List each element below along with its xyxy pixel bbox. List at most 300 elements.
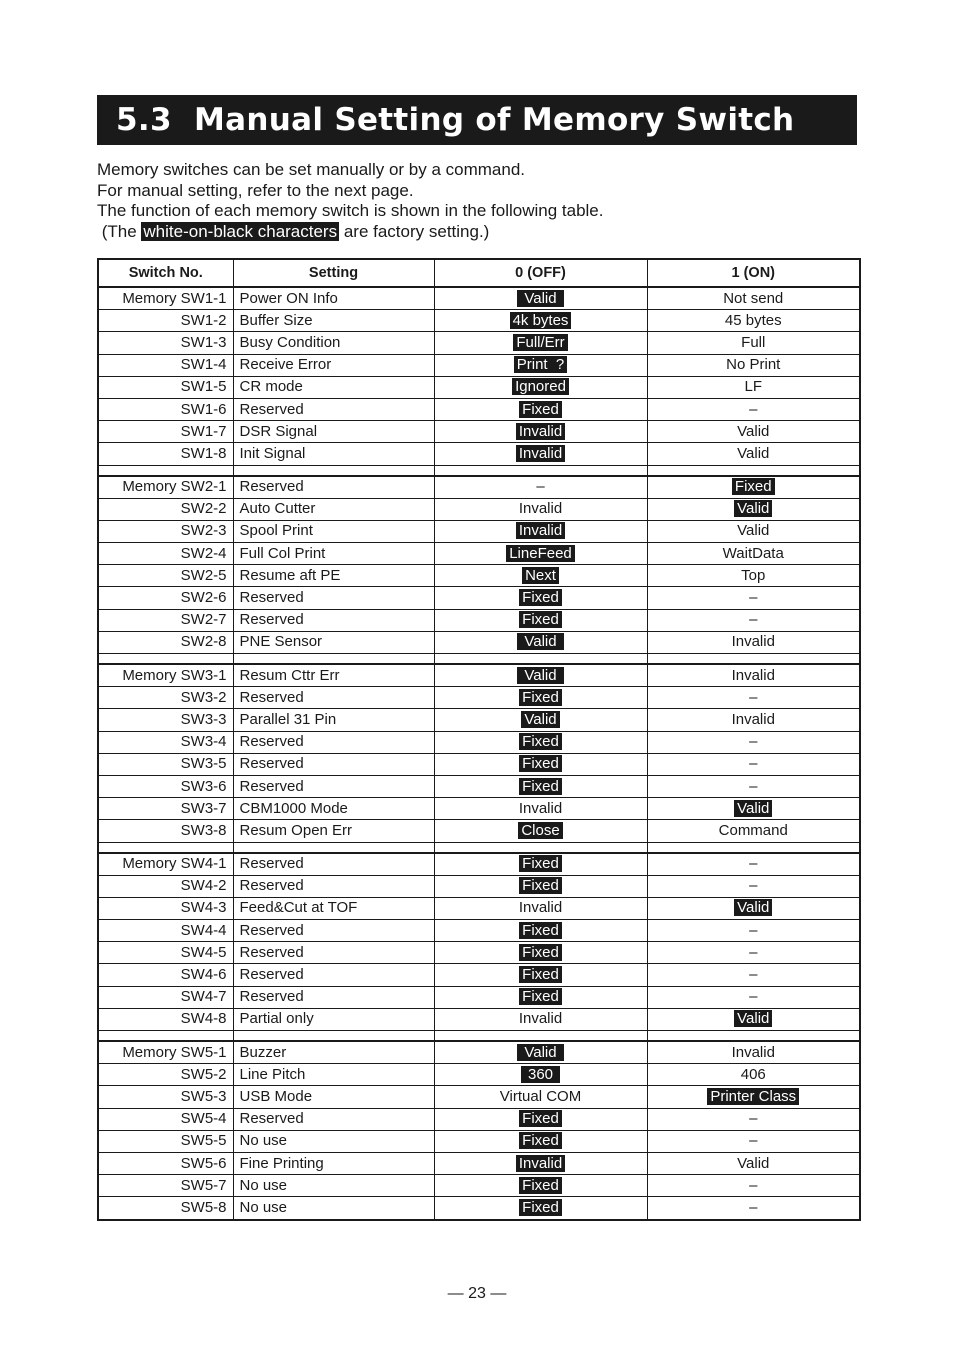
- separator-cell: [98, 842, 233, 853]
- table-row: [98, 664, 860, 687]
- on-value: –: [749, 966, 758, 984]
- setting-cell: Reserved: [233, 753, 434, 775]
- off-value: Invalid: [516, 1155, 565, 1172]
- table-row: [98, 310, 860, 332]
- off-value-cell: [434, 1041, 647, 1064]
- on-value-cell: [647, 421, 860, 443]
- header-on: 1 (ON): [647, 259, 860, 287]
- on-value: –: [749, 877, 758, 895]
- on-value: –: [749, 688, 758, 706]
- table-row: [98, 1064, 860, 1086]
- separator-cell: [647, 465, 860, 476]
- off-value-cell: [434, 875, 647, 897]
- table-row: [98, 631, 860, 653]
- table-row: [98, 875, 860, 897]
- setting-cell: DSR Signal: [233, 421, 434, 443]
- switch-no-cell: SW3-3: [98, 709, 233, 731]
- setting-cell: Parallel 31 Pin: [233, 709, 434, 731]
- setting-cell: Reserved: [233, 687, 434, 709]
- on-value: Invalid: [731, 666, 775, 684]
- on-value: Valid: [737, 422, 770, 440]
- on-value: –: [749, 589, 758, 607]
- on-value: –: [749, 611, 758, 629]
- off-value: Valid: [521, 711, 559, 728]
- on-value: 406: [740, 1065, 766, 1083]
- setting-cell: Reserved: [233, 853, 434, 876]
- off-value: Fixed: [519, 855, 562, 872]
- on-value: LF: [744, 378, 762, 396]
- on-value-cell: [647, 354, 860, 376]
- table-row: [98, 354, 860, 376]
- on-value-cell: [647, 498, 860, 520]
- switch-no-cell: Memory SW1-1: [98, 287, 233, 310]
- switch-no-cell: SW4-5: [98, 942, 233, 964]
- off-value: Fixed: [519, 1199, 562, 1216]
- switch-no-cell: SW4-6: [98, 964, 233, 986]
- setting-cell: Power ON Info: [233, 287, 434, 310]
- on-value-cell: [647, 587, 860, 609]
- on-value: Invalid: [731, 1043, 775, 1061]
- off-value: Fixed: [519, 1177, 562, 1194]
- on-value: Top: [741, 566, 766, 584]
- on-value: –: [749, 777, 758, 795]
- setting-cell: Reserved: [233, 875, 434, 897]
- on-value-cell: [647, 709, 860, 731]
- switch-no-cell: Memory SW4-1: [98, 853, 233, 876]
- factory-setting-legend: white-on-black characters: [143, 222, 338, 242]
- switch-no-cell: SW3-7: [98, 798, 233, 820]
- switch-no-cell: SW4-7: [98, 986, 233, 1008]
- off-value-cell: [434, 687, 647, 709]
- on-value: 45 bytes: [724, 311, 782, 329]
- setting-cell: Reserved: [233, 398, 434, 420]
- off-value: Invalid: [516, 445, 565, 462]
- section-title: [97, 95, 857, 145]
- off-value-cell: [434, 565, 647, 587]
- off-value: Valid: [517, 633, 564, 650]
- on-value: Invalid: [731, 633, 775, 651]
- setting-cell: Reserved: [233, 964, 434, 986]
- off-value: Fixed: [519, 1110, 562, 1127]
- intro-line-3: The function of each memory switch is shown in the following table.: [97, 201, 604, 221]
- group-separator-row: [98, 465, 860, 476]
- on-value-cell: [647, 731, 860, 753]
- switch-no-cell: Memory SW2-1: [98, 476, 233, 499]
- off-value: Invalid: [518, 799, 563, 817]
- separator-cell: [434, 654, 647, 665]
- on-value-cell: [647, 1041, 860, 1064]
- on-value: Valid: [737, 522, 770, 540]
- on-value: Printer Class: [707, 1088, 799, 1105]
- off-value: Next: [522, 567, 559, 584]
- setting-cell: Buffer Size: [233, 310, 434, 332]
- off-value-cell: [434, 986, 647, 1008]
- on-value-cell: [647, 565, 860, 587]
- on-value-cell: [647, 1008, 860, 1030]
- setting-cell: Reserved: [233, 986, 434, 1008]
- table-row: [98, 1175, 860, 1197]
- on-value-cell: [647, 920, 860, 942]
- off-value: Fixed: [519, 922, 562, 939]
- table-row: [98, 1152, 860, 1174]
- on-value-cell: [647, 775, 860, 797]
- setting-cell: No use: [233, 1197, 434, 1220]
- setting-cell: Feed&Cut at TOF: [233, 897, 434, 919]
- on-value-cell: [647, 1152, 860, 1174]
- on-value: Valid: [734, 800, 772, 817]
- off-value-cell: [434, 587, 647, 609]
- header-off: 0 (OFF): [434, 259, 647, 287]
- table-row: [98, 687, 860, 709]
- table-row: [98, 498, 860, 520]
- off-value: Valid: [517, 1044, 564, 1061]
- separator-cell: [233, 1031, 434, 1042]
- setting-cell: Init Signal: [233, 443, 434, 465]
- table-row: [98, 1008, 860, 1030]
- setting-cell: USB Mode: [233, 1086, 434, 1108]
- separator-cell: [434, 465, 647, 476]
- off-value-cell: [434, 964, 647, 986]
- on-value-cell: [647, 310, 860, 332]
- on-value: –: [749, 943, 758, 961]
- on-value-cell: [647, 332, 860, 354]
- switch-no-cell: SW4-8: [98, 1008, 233, 1030]
- table-row: [98, 1108, 860, 1130]
- table-row: [98, 421, 860, 443]
- header-switch-no: Switch No.: [98, 259, 233, 287]
- switch-no-cell: SW5-4: [98, 1108, 233, 1130]
- setting-cell: Auto Cutter: [233, 498, 434, 520]
- on-value: –: [749, 1176, 758, 1194]
- setting-cell: Partial only: [233, 1008, 434, 1030]
- off-value: Fixed: [519, 401, 562, 418]
- off-value: Fixed: [519, 778, 562, 795]
- on-value: Valid: [737, 1154, 770, 1172]
- on-value-cell: [647, 609, 860, 631]
- switch-no-cell: SW2-5: [98, 565, 233, 587]
- separator-cell: [647, 842, 860, 853]
- switch-no-cell: SW5-7: [98, 1175, 233, 1197]
- switch-no-cell: SW3-2: [98, 687, 233, 709]
- off-value-cell: [434, 1152, 647, 1174]
- switch-no-cell: SW5-6: [98, 1152, 233, 1174]
- off-value-cell: [434, 1130, 647, 1152]
- switch-no-cell: SW1-5: [98, 376, 233, 398]
- on-value-cell: [647, 1108, 860, 1130]
- switch-no-cell: SW4-4: [98, 920, 233, 942]
- off-value: Fixed: [519, 988, 562, 1005]
- section-title-text: 5.3 Manual Setting of Memory Switch: [116, 102, 795, 138]
- setting-cell: CR mode: [233, 376, 434, 398]
- on-value-cell: [647, 1197, 860, 1220]
- on-value: Valid: [734, 500, 772, 517]
- on-value-cell: [647, 820, 860, 842]
- off-value: Full/Err: [513, 334, 567, 351]
- switch-no-cell: SW2-6: [98, 587, 233, 609]
- on-value: –: [749, 988, 758, 1006]
- table-row: [98, 709, 860, 731]
- setting-cell: Line Pitch: [233, 1064, 434, 1086]
- switch-no-cell: SW3-4: [98, 731, 233, 753]
- separator-cell: [233, 465, 434, 476]
- off-value: Fixed: [519, 689, 562, 706]
- off-value-cell: [434, 920, 647, 942]
- off-value-cell: [434, 354, 647, 376]
- intro-line-2: For manual setting, refer to the next page.: [97, 180, 414, 200]
- table-row: [98, 587, 860, 609]
- on-value-cell: [647, 1130, 860, 1152]
- intro-line-1: Memory switches can be set manually or by a command.: [97, 160, 526, 179]
- off-value-cell: [434, 1108, 647, 1130]
- off-value-cell: [434, 421, 647, 443]
- setting-cell: Reserved: [233, 942, 434, 964]
- on-value: –: [749, 1132, 758, 1150]
- table-row: [98, 753, 860, 775]
- off-value-cell: [434, 1197, 647, 1220]
- table-row: [98, 332, 860, 354]
- switch-no-cell: SW1-4: [98, 354, 233, 376]
- off-value-cell: [434, 1008, 647, 1030]
- separator-cell: [233, 654, 434, 665]
- off-value: Close: [518, 822, 562, 839]
- table-row: [98, 287, 860, 310]
- off-value: Fixed: [519, 966, 562, 983]
- setting-cell: Reserved: [233, 587, 434, 609]
- switch-no-cell: SW3-6: [98, 775, 233, 797]
- table-row: [98, 376, 860, 398]
- off-value-cell: [434, 476, 647, 499]
- memory-switch-table: [97, 258, 861, 1221]
- on-value-cell: [647, 520, 860, 542]
- off-value-cell: [434, 731, 647, 753]
- switch-no-cell: SW2-3: [98, 520, 233, 542]
- on-value-cell: [647, 897, 860, 919]
- off-value: Invalid: [518, 899, 563, 917]
- off-value: 360: [521, 1066, 560, 1083]
- setting-cell: No use: [233, 1130, 434, 1152]
- on-value: –: [749, 755, 758, 773]
- on-value: –: [749, 921, 758, 939]
- setting-cell: Reserved: [233, 476, 434, 499]
- on-value-cell: [647, 1175, 860, 1197]
- off-value-cell: [434, 1175, 647, 1197]
- switch-no-cell: SW1-8: [98, 443, 233, 465]
- off-value: Fixed: [519, 944, 562, 961]
- switch-no-cell: SW1-7: [98, 421, 233, 443]
- setting-cell: Reserved: [233, 920, 434, 942]
- setting-cell: Buzzer: [233, 1041, 434, 1064]
- separator-cell: [98, 654, 233, 665]
- table-header-row: [98, 259, 860, 287]
- table-row: [98, 1086, 860, 1108]
- off-value-cell: [434, 853, 647, 876]
- on-value: –: [749, 1198, 758, 1216]
- on-value-cell: [647, 853, 860, 876]
- off-value-cell: [434, 798, 647, 820]
- off-value: Fixed: [519, 733, 562, 750]
- on-value-cell: [647, 398, 860, 420]
- setting-cell: CBM1000 Mode: [233, 798, 434, 820]
- table-body: [98, 287, 860, 1220]
- off-value: –: [536, 478, 545, 496]
- off-value-cell: [434, 443, 647, 465]
- group-separator-row: [98, 654, 860, 665]
- switch-no-cell: SW3-5: [98, 753, 233, 775]
- off-value-cell: [434, 664, 647, 687]
- on-value-cell: [647, 631, 860, 653]
- page-number: — 23 —: [447, 1285, 507, 1302]
- table-row: [98, 1130, 860, 1152]
- on-value: Valid: [734, 899, 772, 916]
- table-row: [98, 398, 860, 420]
- off-value: Fixed: [519, 877, 562, 894]
- group-separator-row: [98, 1031, 860, 1042]
- on-value: Full: [741, 333, 766, 351]
- table-row: [98, 775, 860, 797]
- setting-cell: Full Col Print: [233, 543, 434, 565]
- table-row: [98, 942, 860, 964]
- off-value-cell: [434, 1064, 647, 1086]
- on-value-cell: [647, 476, 860, 499]
- table-row: [98, 986, 860, 1008]
- off-value: Invalid: [518, 500, 563, 518]
- off-value: Invalid: [518, 1010, 563, 1028]
- setting-cell: Reserved: [233, 609, 434, 631]
- setting-cell: Busy Condition: [233, 332, 434, 354]
- switch-no-cell: SW4-2: [98, 875, 233, 897]
- off-value-cell: [434, 1086, 647, 1108]
- on-value-cell: [647, 687, 860, 709]
- switch-no-cell: SW5-8: [98, 1197, 233, 1220]
- on-value: –: [749, 733, 758, 751]
- off-value: Valid: [517, 667, 564, 684]
- table-row: [98, 897, 860, 919]
- off-value: Virtual COM: [499, 1087, 582, 1105]
- table-row: [98, 964, 860, 986]
- switch-no-cell: SW2-7: [98, 609, 233, 631]
- intro-line-4-post: are factory setting.): [339, 222, 490, 242]
- table-row: [98, 920, 860, 942]
- off-value: Invalid: [516, 423, 565, 440]
- table-row: [98, 853, 860, 876]
- setting-cell: Reserved: [233, 1108, 434, 1130]
- table-row: [98, 1041, 860, 1064]
- off-value: Fixed: [519, 611, 562, 628]
- off-value-cell: [434, 543, 647, 565]
- on-value-cell: [647, 376, 860, 398]
- switch-no-cell: SW2-8: [98, 631, 233, 653]
- on-value: Not send: [723, 289, 784, 307]
- off-value-cell: [434, 753, 647, 775]
- switch-no-cell: SW2-2: [98, 498, 233, 520]
- off-value: Invalid: [516, 522, 565, 539]
- off-value: Fixed: [519, 589, 562, 606]
- on-value: Command: [718, 821, 788, 839]
- table-row: [98, 520, 860, 542]
- off-value: Fixed: [519, 755, 562, 772]
- on-value-cell: [647, 875, 860, 897]
- on-value-cell: [647, 964, 860, 986]
- header-setting: Setting: [233, 259, 434, 287]
- off-value-cell: [434, 310, 647, 332]
- off-value-cell: [434, 609, 647, 631]
- off-value: Ignored: [512, 378, 569, 395]
- switch-no-cell: SW3-8: [98, 820, 233, 842]
- switch-no-cell: SW2-4: [98, 543, 233, 565]
- off-value-cell: [434, 520, 647, 542]
- table-row: [98, 1197, 860, 1220]
- table-row: [98, 820, 860, 842]
- setting-cell: Spool Print: [233, 520, 434, 542]
- off-value: LineFeed: [506, 545, 575, 562]
- on-value-cell: [647, 942, 860, 964]
- table-row: [98, 731, 860, 753]
- on-value: –: [749, 855, 758, 873]
- on-value: Valid: [734, 1010, 772, 1027]
- separator-cell: [647, 1031, 860, 1042]
- off-value-cell: [434, 398, 647, 420]
- off-value-cell: [434, 775, 647, 797]
- separator-cell: [434, 842, 647, 853]
- switch-no-cell: SW4-3: [98, 897, 233, 919]
- on-value: WaitData: [722, 544, 784, 562]
- setting-cell: Resume aft PE: [233, 565, 434, 587]
- switch-no-cell: SW5-2: [98, 1064, 233, 1086]
- off-value-cell: [434, 709, 647, 731]
- separator-cell: [98, 1031, 233, 1042]
- on-value: Invalid: [731, 710, 775, 728]
- on-value-cell: [647, 1064, 860, 1086]
- setting-cell: PNE Sensor: [233, 631, 434, 653]
- switch-no-cell: SW5-3: [98, 1086, 233, 1108]
- on-value-cell: [647, 443, 860, 465]
- table-row: [98, 565, 860, 587]
- setting-cell: Resum Cttr Err: [233, 664, 434, 687]
- table-row: [98, 443, 860, 465]
- on-value-cell: [647, 543, 860, 565]
- off-value-cell: [434, 287, 647, 310]
- on-value: Valid: [737, 444, 770, 462]
- switch-no-cell: SW5-5: [98, 1130, 233, 1152]
- off-value-cell: [434, 631, 647, 653]
- intro-text: [97, 160, 857, 243]
- switch-no-cell: SW1-6: [98, 398, 233, 420]
- separator-cell: [434, 1031, 647, 1042]
- off-value-cell: [434, 942, 647, 964]
- off-value: Fixed: [519, 1132, 562, 1149]
- intro-line-4-pre: (The: [97, 222, 142, 242]
- setting-cell: Fine Printing: [233, 1152, 434, 1174]
- on-value-cell: [647, 753, 860, 775]
- off-value: Valid: [517, 290, 564, 307]
- switch-no-cell: Memory SW3-1: [98, 664, 233, 687]
- setting-cell: Receive Error: [233, 354, 434, 376]
- on-value: Fixed: [732, 478, 775, 495]
- off-value-cell: [434, 820, 647, 842]
- table-row: [98, 476, 860, 499]
- on-value-cell: [647, 664, 860, 687]
- on-value-cell: [647, 287, 860, 310]
- off-value-cell: [434, 332, 647, 354]
- off-value: Print ?: [514, 356, 568, 373]
- on-value-cell: [647, 1086, 860, 1108]
- intro-line-4: [97, 222, 857, 243]
- on-value-cell: [647, 986, 860, 1008]
- setting-cell: Reserved: [233, 731, 434, 753]
- setting-cell: Resum Open Err: [233, 820, 434, 842]
- off-value-cell: [434, 376, 647, 398]
- separator-cell: [233, 842, 434, 853]
